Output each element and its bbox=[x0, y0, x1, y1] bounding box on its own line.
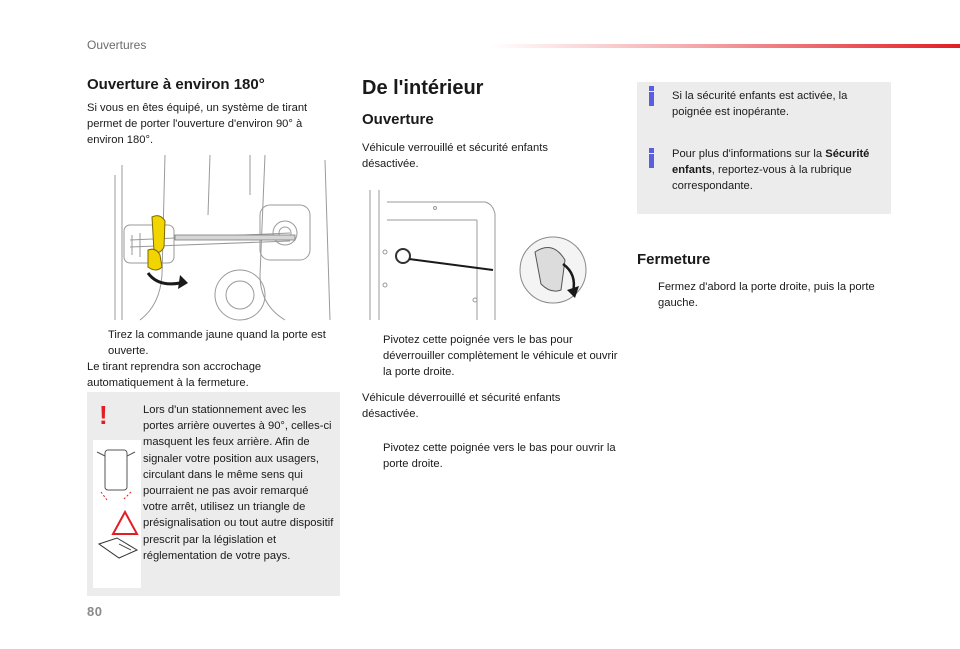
page-number: 80 bbox=[87, 604, 103, 619]
intro-text: Si vous en êtes équipé, un système de tirant permet de porter l'ouverture d'environ 90° à environ 180°. bbox=[87, 102, 308, 147]
info-more-pre: Pour plus d'informations sur la bbox=[672, 148, 826, 160]
heading-closing: Fermeture bbox=[637, 251, 711, 268]
bullet-close-doors-text: Fermez d'abord la porte droite, puis la porte gauche. bbox=[658, 281, 875, 310]
heading-opening: Ouverture bbox=[362, 111, 434, 128]
bullet-pivot-open-text: Pivotez cette poignée vers le bas pour ouvrir la porte droite. bbox=[383, 442, 616, 471]
bullet-close-doors bbox=[637, 279, 898, 311]
condition-locked-text: Véhicule verrouillé et sécurité enfants désactivée. bbox=[362, 142, 548, 171]
section-title: Ouvertures bbox=[87, 38, 147, 52]
bullet-pull-handle bbox=[87, 327, 346, 359]
strap-reattach-text: Le tirant reprendra son accrochage automatiquement à la fermeture. bbox=[87, 361, 262, 390]
heading-from-inside: De l'intérieur bbox=[362, 77, 484, 99]
info-box-more-info bbox=[637, 138, 891, 214]
info-more-text bbox=[672, 146, 886, 195]
handle-zoom-detail bbox=[520, 237, 586, 303]
info-icon bbox=[649, 92, 654, 106]
info-more-post: , reportez-vous à la rubrique correspondante. bbox=[672, 164, 852, 193]
info-box-child-lock bbox=[637, 82, 891, 138]
header-rule bbox=[490, 44, 960, 48]
warning-exclamation-icon: ! bbox=[99, 400, 108, 430]
info-more-link-term: Sécurité enfants bbox=[672, 148, 870, 177]
warning-text: Lors d'un stationnement avec les portes arrière ouvertes à 90°, celles-ci masquent les feux arrière. Afin de signaler votre position aux usagers, circulant dans le même sens qui pourraient ne pas avoir remarqué votre arrêt, utilisez un triangle de présignalisation ou tout autre dispositif prescrit par la législation et réglementation de votre pays. bbox=[143, 404, 334, 562]
parked-van-warning-icon bbox=[93, 440, 141, 588]
bullet-pivot-unlock bbox=[362, 332, 628, 381]
info-icon-dot bbox=[649, 148, 654, 153]
condition-unlocked-text: Véhicule déverrouillé et sécurité enfants désactivée. bbox=[362, 392, 561, 421]
interior-handle-illustration bbox=[365, 190, 593, 325]
bullet-pivot-open bbox=[362, 440, 628, 472]
info-icon-dot bbox=[649, 86, 654, 91]
bullet-pull-text: Tirez la commande jaune quand la porte est ouverte. bbox=[108, 329, 326, 358]
door-strap-illustration bbox=[110, 155, 332, 325]
info-icon bbox=[649, 154, 654, 168]
info-child-lock-text: Si la sécurité enfants est activée, la poignée est inopérante. bbox=[672, 90, 848, 119]
warning-box bbox=[87, 392, 340, 596]
heading-opening-180: Ouverture à environ 180° bbox=[87, 76, 265, 93]
bullet-pivot-unlock-text: Pivotez cette poignée vers le bas pour déverrouiller complètement le véhicule et ouvrir la porte droite. bbox=[383, 334, 618, 379]
